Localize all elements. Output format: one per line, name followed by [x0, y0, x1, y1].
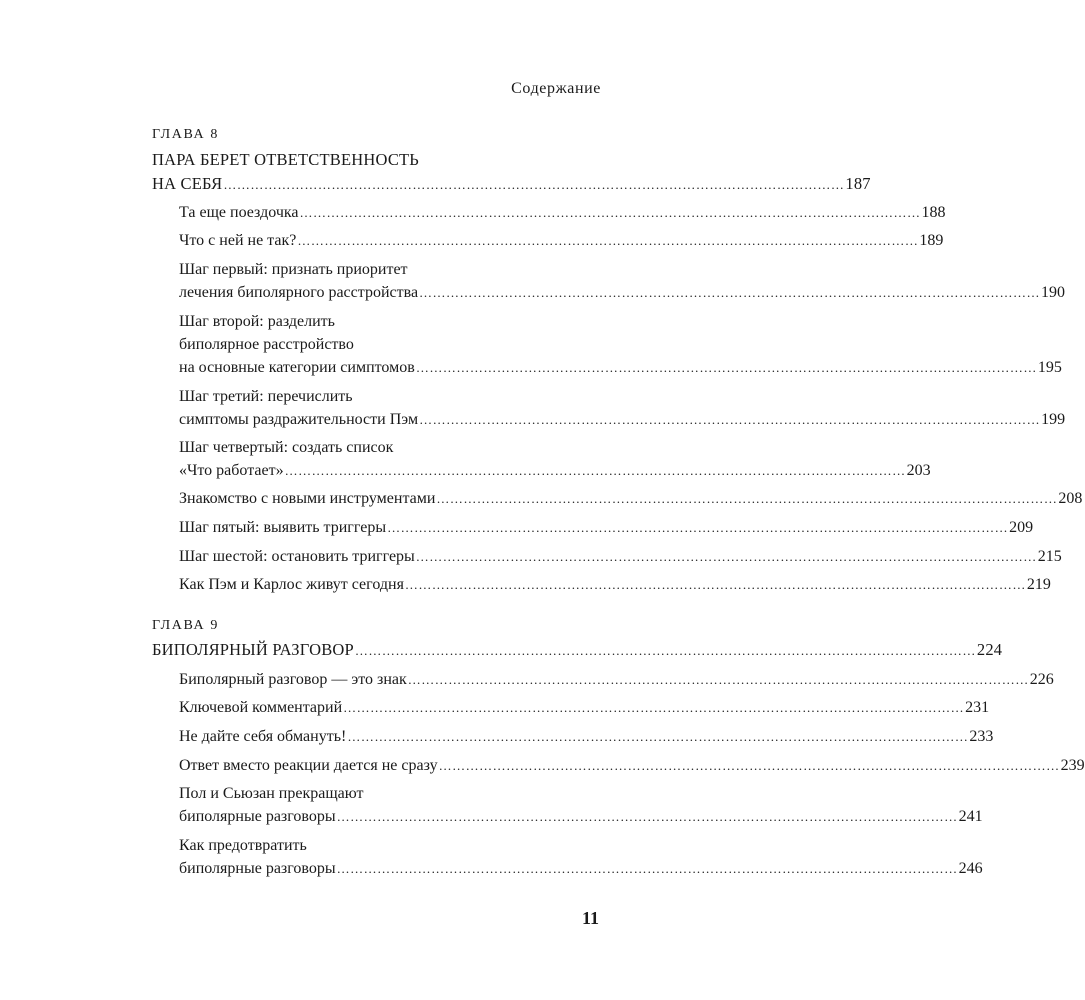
- leader-dots: …………………………………………………………………………………………………………………………: [436, 491, 1058, 506]
- toc-entry[interactable]: [179, 725, 994, 748]
- page-number: 209: [1009, 519, 1034, 536]
- page-number: 219: [1026, 576, 1051, 593]
- running-head: Содержание: [511, 80, 601, 97]
- entry-title-line: Шаг второй: разделить: [179, 313, 335, 330]
- page-number: 187: [845, 174, 871, 193]
- entry-title-line: биполярное расстройство: [179, 336, 354, 353]
- leader-dots: …………………………………………………………………………………………………………………………: [299, 205, 921, 220]
- leader-dots: …………………………………………………………………………………………………………………………: [223, 177, 845, 192]
- page-number: 231: [965, 699, 990, 716]
- leader-dots: …………………………………………………………………………………………………………………………: [407, 672, 1029, 687]
- entry-title: симптомы раздражительности Пэм: [179, 411, 419, 428]
- toc-entry[interactable]: [179, 545, 1062, 568]
- entry-title: Ключевой комментарий: [179, 699, 343, 716]
- toc-entry[interactable]: [179, 385, 1066, 431]
- toc-entry[interactable]: [179, 229, 944, 252]
- page-number: 195: [1037, 359, 1062, 376]
- chapter-title-text: НА СЕБЯ: [152, 174, 223, 193]
- toc-entry[interactable]: [179, 487, 1083, 510]
- chapter-title[interactable]: [152, 148, 871, 197]
- page-number: 189: [919, 232, 944, 249]
- chapter-title-text: БИПОЛЯРНЫЙ РАЗГОВОР: [152, 640, 354, 659]
- entry-title: Знакомство с новыми инструментами: [179, 490, 436, 507]
- entry-title: Та еще поездочка: [179, 204, 299, 221]
- entry-title-line: Пол и Сьюзан прекращают: [179, 785, 364, 802]
- entry-title-line: Шаг первый: признать приоритет: [179, 261, 408, 278]
- page-number: 215: [1037, 548, 1062, 565]
- entry-title: лечения биполярного расстройства: [179, 284, 419, 301]
- page-number: 246: [958, 860, 983, 877]
- toc-entry[interactable]: [179, 201, 946, 224]
- toc-entry[interactable]: [179, 573, 1051, 596]
- entry-title-line: Шаг третий: перечислить: [179, 388, 353, 405]
- leader-dots: …………………………………………………………………………………………………………………………: [419, 412, 1041, 427]
- entry-title: Биполярный разговор — это знак: [179, 671, 407, 688]
- leader-dots: …………………………………………………………………………………………………………………………: [438, 758, 1060, 773]
- chapter-title[interactable]: [152, 638, 1003, 663]
- entry-title: «Что работает»: [179, 462, 284, 479]
- leader-dots: …………………………………………………………………………………………………………………………: [297, 233, 919, 248]
- leader-dots: …………………………………………………………………………………………………………………………: [415, 360, 1037, 375]
- entry-title-line: Как предотвратить: [179, 837, 307, 854]
- toc-entry[interactable]: [179, 258, 1066, 304]
- page-number-folio: 11: [581, 908, 599, 928]
- page-number: 190: [1041, 284, 1066, 301]
- toc-entry[interactable]: [179, 668, 1054, 691]
- leader-dots: …………………………………………………………………………………………………………………………: [336, 809, 958, 824]
- entry-title: Как Пэм и Карлос живут сегодня: [179, 576, 404, 593]
- entry-title: Шаг шестой: остановить триггеры: [179, 548, 415, 565]
- toc-entry[interactable]: [179, 754, 1085, 777]
- entry-title: биполярные разговоры: [179, 860, 336, 877]
- entry-title: на основные категории симптомов: [179, 359, 415, 376]
- page-number: 199: [1041, 411, 1066, 428]
- page-number: 188: [921, 204, 946, 221]
- toc-entry[interactable]: [179, 782, 983, 828]
- entry-title: Не дайте себя обмануть!: [179, 728, 347, 745]
- page-number: 233: [969, 728, 994, 745]
- toc-entry[interactable]: [179, 436, 931, 482]
- page-number: 224: [976, 640, 1003, 659]
- chapter-label: ГЛАВА 9: [152, 618, 219, 633]
- chapter-label: ГЛАВА 8: [152, 127, 219, 142]
- leader-dots: …………………………………………………………………………………………………………………………: [387, 520, 1009, 535]
- entry-title-line: Шаг четвертый: создать список: [179, 439, 394, 456]
- leader-dots: …………………………………………………………………………………………………………………………: [419, 285, 1041, 300]
- toc-entry[interactable]: [179, 696, 990, 719]
- page-number: 239: [1060, 757, 1085, 774]
- toc-entry[interactable]: [179, 310, 1062, 379]
- leader-dots: …………………………………………………………………………………………………………………………: [284, 463, 906, 478]
- entry-title: биполярные разговоры: [179, 808, 336, 825]
- page-number: 208: [1058, 490, 1083, 507]
- leader-dots: …………………………………………………………………………………………………………………………: [415, 549, 1037, 564]
- leader-dots: …………………………………………………………………………………………………………………………: [354, 643, 976, 658]
- toc-entry[interactable]: [179, 516, 1034, 539]
- leader-dots: …………………………………………………………………………………………………………………………: [347, 729, 969, 744]
- page-number: 203: [906, 462, 931, 479]
- page-number: 241: [958, 808, 983, 825]
- leader-dots: …………………………………………………………………………………………………………………………: [336, 861, 958, 876]
- page-number: 226: [1029, 671, 1054, 688]
- entry-title: Что с ней не так?: [179, 232, 297, 249]
- toc-entry[interactable]: [179, 834, 983, 880]
- entry-title: Шаг пятый: выявить триггеры: [179, 519, 387, 536]
- leader-dots: …………………………………………………………………………………………………………………………: [404, 577, 1026, 592]
- chapter-title-line: ПАРА БЕРЕТ ОТВЕТСТВЕННОСТЬ: [152, 150, 419, 169]
- entry-title: Ответ вместо реакции дается не сразу: [179, 757, 438, 774]
- leader-dots: …………………………………………………………………………………………………………………………: [343, 700, 965, 715]
